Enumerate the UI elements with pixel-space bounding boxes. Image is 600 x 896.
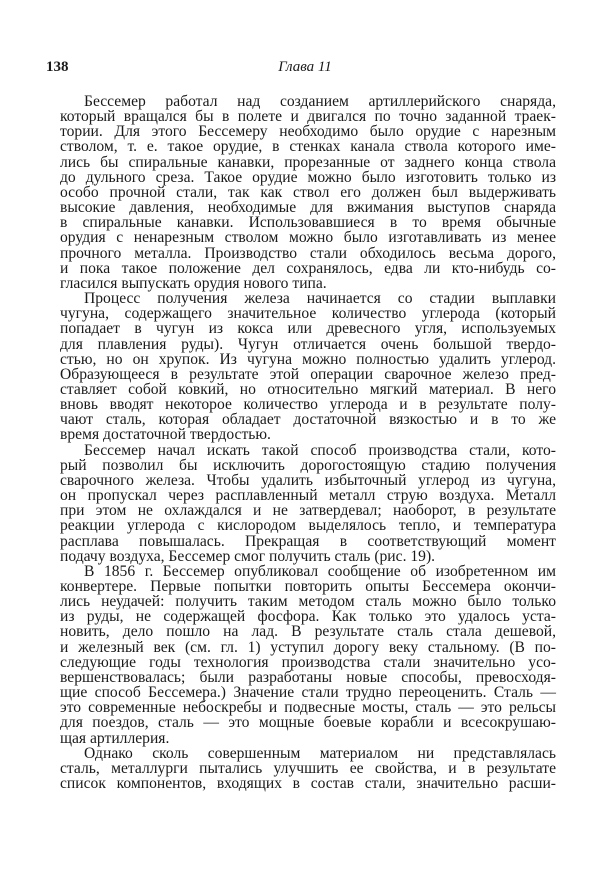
text-line: лись бы спиральные канавки, прорезанные от заднего конца ствола — [60, 153, 556, 171]
text-line: новить, дело пошло на лад. В результате сталь стала дешевой, — [60, 623, 556, 641]
paragraph — [60, 443, 556, 564]
text-line: он пропускал через расплавленный металл струю воздуха. Металл — [60, 487, 556, 505]
text-line: вершенствовалась; были разработаны новые способы, превосходя- — [60, 668, 556, 686]
text-line: до дульного среза. Такое орудие можно было изготовить только из — [60, 168, 556, 186]
text-line: В 1856 г. Бессемер опубликовал сообщение об изобретенном им — [84, 562, 556, 580]
paragraph — [60, 94, 556, 291]
text-line: который вращался бы в полете и двигался по точно заданной траек- — [60, 108, 556, 126]
text-line: гласился выпускать орудия нового типа. — [60, 274, 327, 292]
text-line: расплава повышалась. Прекращая в соответствующий момент — [60, 532, 556, 550]
text-line: список компонентов, входящих в состав стали, значительно расши- — [60, 775, 556, 793]
text-line: чают сталь, которая обладает достаточной вязкостью и в то же — [60, 411, 556, 429]
text-line: сталь, металлурги пытались улучшить ее свойства, и в результате — [60, 759, 556, 777]
text-line: щие способ Бессемера.) Значение стали трудно переоценить. Сталь — — [60, 684, 556, 702]
text-line: конвертере. Первые попытки повторить опыты Бессемера окончи- — [60, 578, 556, 595]
text-line: при этом не охлаждался и не затвердевал; наоборот, в результате — [60, 502, 556, 520]
text-line: подачу воздуха, Бессемер смог получить сталь (рис. 19). — [60, 547, 436, 565]
text-line: для плавления руды). Чугун отличается очень большой твердо- — [60, 335, 556, 353]
paragraph — [60, 564, 556, 746]
text-line: прочного металла. Производство стали обходилось весьма дорого, — [60, 244, 556, 262]
text-line: рый позволил бы исключить дорогостоящую стадию получения — [60, 456, 556, 474]
paragraph — [60, 746, 556, 791]
text-line: ставляет собой ковкий, но относительно мягкий материал. В него — [60, 380, 556, 398]
running-head: Глава 11 — [278, 59, 332, 75]
text-line: щая артиллерия. — [60, 729, 170, 747]
text-line: и железный век (см. гл. 1) уступил дорогу веку стальному. (В по- — [60, 638, 556, 656]
text-line: высокие давления, необходимые для вжимания выступов снаряда — [60, 199, 556, 217]
text-line: Процесс получения железа начинается со стадии выплавки — [84, 290, 556, 308]
text-line: для поездов, сталь — это мощные боевые корабли и всесокрушаю- — [60, 714, 556, 732]
text-line: реакции углерода с кислородом выделялось тепло, и температура — [60, 517, 556, 535]
page-number: 138 — [46, 59, 69, 75]
text-line: сварочного железа. Чтобы удалить избыточный углерод из чугуна, — [60, 471, 556, 489]
text-line: это современные небоскребы и подвесные мосты, сталь — это рельсы — [60, 699, 556, 717]
text-line: из руды, не содержащей фосфора. Как только это удалось уста- — [60, 608, 556, 626]
text-line: в спиральные канавки. Использовавшиеся в то время обычные — [60, 214, 556, 232]
text-line: Однако сколь совершенным материалом ни представлялась — [84, 744, 556, 762]
text-line: Бессемер начал искать такой способ производства стали, кото- — [84, 441, 556, 459]
text-line: лись неудачей: получить таким методом сталь можно было только — [60, 593, 556, 611]
text-line: и пока такое положение дел сохранялось, едва ли кто-нибудь со- — [60, 259, 556, 277]
text-line: орудия с ненарезным стволом можно было изготавливать из менее — [60, 229, 556, 247]
text-line: Бессемер работал над созданием артиллерийского снаряда, — [84, 93, 556, 110]
text-line: стволом, т. е. такое орудие, в стенках канала ствола которого име- — [60, 138, 556, 156]
text-line: чугуна, содержащего значительное количество углерода (который — [60, 305, 556, 323]
text-line: следующие годы технология производства стали значительно усо- — [60, 653, 556, 671]
text-line: тории. Для этого Бессемеру необходимо было орудие с нарезным — [60, 123, 556, 141]
body-text — [60, 94, 556, 791]
text-line: вновь вводят некоторое количество углерода и в результате полу- — [60, 396, 556, 414]
paragraph — [60, 291, 556, 443]
text-line: особо прочной стали, так как ствол его должен был выдерживать — [60, 183, 556, 201]
text-line: время достаточной твердостью. — [60, 426, 271, 444]
text-line: стью, но он хрупок. Из чугуна можно полностью удалить углерод. — [60, 350, 556, 368]
text-line: Образующееся в результате этой операции сварочное железо пред- — [60, 365, 556, 383]
text-line: попадает в чугун из кокса или древесного угля, используемых — [60, 320, 556, 338]
